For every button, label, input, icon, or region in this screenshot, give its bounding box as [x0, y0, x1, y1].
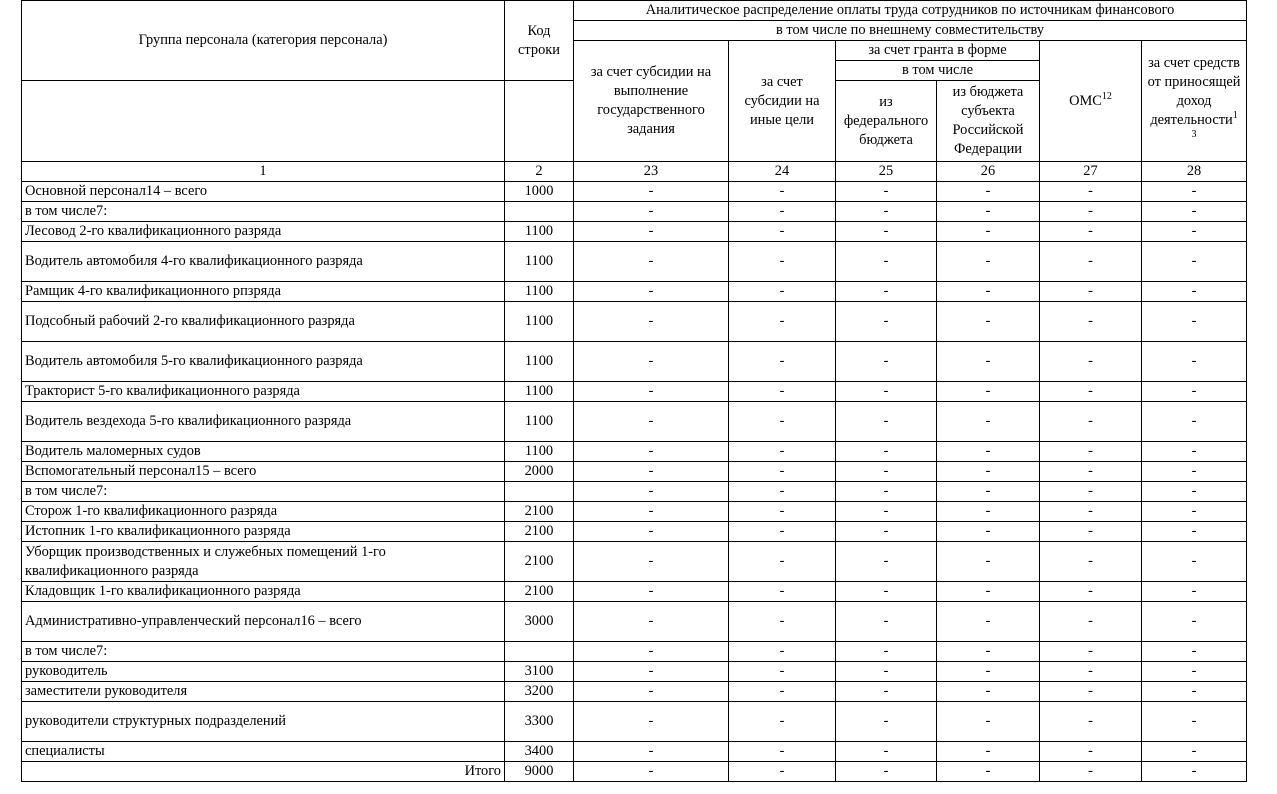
row-code: 1000: [505, 182, 574, 202]
row-value: -: [1142, 682, 1247, 702]
table-row: [22, 442, 1247, 462]
row-value: -: [729, 702, 836, 742]
row-value: -: [937, 462, 1040, 482]
row-name: Тракторист 5-го квалификационного разряда: [22, 382, 505, 402]
row-value: -: [729, 462, 836, 482]
row-code: 2100: [505, 582, 574, 602]
row-name: Вспомогательный персонал15 – всего: [22, 462, 505, 482]
row-value: -: [574, 542, 729, 582]
header-col26: из бюджета субъекта Российской Федерации: [937, 81, 1040, 162]
table-row: [22, 462, 1247, 482]
row-value: -: [836, 742, 937, 762]
row-name: руководитель: [22, 662, 505, 682]
table-row: [22, 182, 1247, 202]
table-row: [22, 222, 1247, 242]
table-row: [22, 602, 1247, 642]
row-value: -: [836, 462, 937, 482]
table-row: [22, 682, 1247, 702]
row-value: -: [729, 682, 836, 702]
header-analytic-title: Аналитическое распределение оплаты труда сотрудников по источникам финансового: [574, 1, 1247, 21]
row-value: -: [937, 402, 1040, 442]
row-value: -: [729, 602, 836, 642]
row-value: -: [836, 342, 937, 382]
row-value: -: [1142, 302, 1247, 342]
table-row: [22, 502, 1247, 522]
row-value: -: [1142, 442, 1247, 462]
row-code: 3300: [505, 702, 574, 742]
row-code: 1100: [505, 402, 574, 442]
row-value: -: [937, 582, 1040, 602]
row-value: -: [1142, 542, 1247, 582]
row-value: -: [729, 402, 836, 442]
row-value: -: [574, 222, 729, 242]
row-value: -: [1040, 482, 1142, 502]
table-row: [22, 302, 1247, 342]
row-value: -: [1040, 462, 1142, 482]
row-value: -: [1040, 342, 1142, 382]
row-value: -: [1040, 302, 1142, 342]
row-value: -: [836, 762, 937, 782]
header-code: Код строки: [505, 1, 574, 81]
column-number: 24: [729, 162, 836, 182]
header-group: Группа персонала (категория персонала): [22, 1, 505, 81]
row-value: -: [1142, 462, 1247, 482]
header-col24: за счет субсидии на иные цели: [729, 41, 836, 162]
row-value: -: [1142, 662, 1247, 682]
row-name: Административно-управленческий персонал16 – всего: [22, 602, 505, 642]
table-row: [22, 662, 1247, 682]
table-row: [22, 382, 1247, 402]
row-value: -: [836, 602, 937, 642]
header-spacer-2: [505, 81, 574, 162]
header-col28: за счет средств от приносящей доход деятельности$^1$ $^3$: [1142, 41, 1247, 162]
row-value: -: [729, 762, 836, 782]
row-value: -: [836, 402, 937, 442]
row-value: -: [574, 442, 729, 462]
header-col23: за счет субсидии на выполнение государственного задания: [574, 41, 729, 162]
row-value: -: [1040, 762, 1142, 782]
row-code: [505, 482, 574, 502]
row-value: -: [1142, 642, 1247, 662]
row-code: 3000: [505, 602, 574, 642]
row-value: -: [574, 522, 729, 542]
header-col28-sup2: 3: [1191, 128, 1197, 140]
row-value: -: [937, 542, 1040, 582]
row-value: -: [729, 582, 836, 602]
row-value: -: [1040, 682, 1142, 702]
row-value: -: [836, 242, 937, 282]
row-value: -: [574, 282, 729, 302]
row-value: -: [574, 242, 729, 282]
row-value: -: [937, 302, 1040, 342]
row-name: Подсобный рабочий 2-го квалификационного разряда: [22, 302, 505, 342]
table-row: [22, 402, 1247, 442]
row-code: 1100: [505, 342, 574, 382]
row-value: -: [1142, 282, 1247, 302]
row-name: в том числе7:: [22, 202, 505, 222]
row-value: -: [1040, 402, 1142, 442]
row-value: -: [836, 442, 937, 462]
row-value: -: [574, 502, 729, 522]
row-value: -: [729, 522, 836, 542]
row-value: -: [1142, 522, 1247, 542]
row-value: -: [937, 282, 1040, 302]
row-value: -: [729, 742, 836, 762]
row-name: Водитель вездехода 5-го квалификационного разряда: [22, 402, 505, 442]
row-code: 1100: [505, 302, 574, 342]
row-code: 1100: [505, 382, 574, 402]
row-value: -: [574, 202, 729, 222]
row-value: -: [1040, 602, 1142, 642]
row-value: -: [1040, 502, 1142, 522]
row-value: -: [574, 402, 729, 442]
row-value: -: [836, 382, 937, 402]
row-value: -: [836, 542, 937, 582]
row-value: -: [937, 342, 1040, 382]
row-value: -: [1040, 242, 1142, 282]
column-number: 1: [22, 162, 505, 182]
row-value: -: [937, 182, 1040, 202]
row-name: Кладовщик 1-го квалификационного разряда: [22, 582, 505, 602]
row-value: -: [574, 642, 729, 662]
row-value: -: [937, 642, 1040, 662]
column-number: 28: [1142, 162, 1247, 182]
row-value: -: [574, 462, 729, 482]
row-value: -: [729, 502, 836, 522]
row-code: [505, 642, 574, 662]
row-value: -: [836, 662, 937, 682]
row-value: -: [836, 682, 937, 702]
row-name: Истопник 1-го квалификационного разряда: [22, 522, 505, 542]
row-value: -: [1040, 222, 1142, 242]
row-value: -: [1142, 342, 1247, 382]
table-row: [22, 342, 1247, 382]
row-value: -: [937, 682, 1040, 702]
row-name: в том числе7:: [22, 642, 505, 662]
row-value: -: [1040, 582, 1142, 602]
payroll-distribution-table: [21, 0, 1247, 782]
header-incl-external: в том числе по внешнему совместительству: [574, 21, 1247, 41]
table-row: [22, 282, 1247, 302]
row-value: -: [1142, 582, 1247, 602]
row-value: -: [836, 522, 937, 542]
row-value: -: [729, 302, 836, 342]
column-number: 26: [937, 162, 1040, 182]
column-number: 25: [836, 162, 937, 182]
row-value: -: [937, 602, 1040, 642]
row-value: -: [937, 242, 1040, 282]
row-name: Рамщик 4-го квалификационного рпзряда: [22, 282, 505, 302]
row-name: руководители структурных подразделений: [22, 702, 505, 742]
row-value: -: [937, 442, 1040, 462]
row-value: -: [937, 222, 1040, 242]
row-name: Основной персонал14 – всего: [22, 182, 505, 202]
row-value: -: [937, 742, 1040, 762]
row-value: -: [937, 662, 1040, 682]
row-code: 3400: [505, 742, 574, 762]
row-code: 2100: [505, 522, 574, 542]
row-code: 2100: [505, 502, 574, 522]
row-value: -: [574, 742, 729, 762]
row-name: Водитель автомобиля 5-го квалификационного разряда: [22, 342, 505, 382]
row-value: -: [729, 662, 836, 682]
header-grant: за счет гранта в форме: [836, 41, 1040, 61]
table-row: [22, 742, 1247, 762]
row-value: -: [1040, 202, 1142, 222]
table-row: [22, 702, 1247, 742]
row-value: -: [836, 302, 937, 342]
row-value: -: [1142, 762, 1247, 782]
row-value: -: [729, 282, 836, 302]
row-code: 1100: [505, 442, 574, 462]
row-value: -: [729, 242, 836, 282]
row-code: 2000: [505, 462, 574, 482]
row-value: -: [574, 302, 729, 342]
table-row: [22, 242, 1247, 282]
row-value: -: [729, 482, 836, 502]
column-number: 23: [574, 162, 729, 182]
row-value: -: [729, 442, 836, 462]
table-row: [22, 582, 1247, 602]
row-value: -: [1142, 502, 1247, 522]
row-value: -: [729, 642, 836, 662]
row-value: -: [937, 382, 1040, 402]
row-value: -: [937, 202, 1040, 222]
row-value: -: [836, 642, 937, 662]
row-name: Водитель автомобиля 4-го квалификационного разряда: [22, 242, 505, 282]
row-value: -: [1040, 182, 1142, 202]
row-value: -: [729, 202, 836, 222]
row-value: -: [729, 542, 836, 582]
row-value: -: [1142, 742, 1247, 762]
row-name: Водитель маломерных судов: [22, 442, 505, 462]
row-name: Сторож 1-го квалификационного разряда: [22, 502, 505, 522]
row-value: -: [729, 382, 836, 402]
row-value: -: [574, 762, 729, 782]
row-code: 2100: [505, 542, 574, 582]
row-value: -: [1040, 442, 1142, 462]
row-code: [505, 202, 574, 222]
row-value: -: [1040, 542, 1142, 582]
header-incl: в том числе: [836, 61, 1040, 81]
row-value: -: [836, 222, 937, 242]
row-value: -: [574, 662, 729, 682]
row-code: 1100: [505, 242, 574, 282]
row-value: -: [1040, 382, 1142, 402]
column-number: 27: [1040, 162, 1142, 182]
row-name: специалисты: [22, 742, 505, 762]
row-value: -: [1040, 522, 1142, 542]
table-row: [22, 642, 1247, 662]
row-value: -: [1142, 242, 1247, 282]
row-value: -: [729, 222, 836, 242]
header-col25: из федерального бюджета: [836, 81, 937, 162]
row-value: -: [1142, 702, 1247, 742]
row-value: -: [1142, 182, 1247, 202]
row-value: -: [574, 482, 729, 502]
row-value: -: [574, 382, 729, 402]
row-value: -: [937, 522, 1040, 542]
row-value: -: [1142, 602, 1247, 642]
row-code: 3200: [505, 682, 574, 702]
row-value: -: [836, 502, 937, 522]
column-number: 2: [505, 162, 574, 182]
row-value: -: [1142, 402, 1247, 442]
row-value: -: [937, 702, 1040, 742]
row-value: -: [1142, 482, 1247, 502]
row-value: -: [1142, 202, 1247, 222]
row-value: -: [1040, 282, 1142, 302]
row-value: -: [836, 282, 937, 302]
row-code: 1100: [505, 222, 574, 242]
row-name: Уборщик производственных и служебных помещений 1-го квалификационного разряда: [22, 542, 505, 582]
row-value: -: [1142, 382, 1247, 402]
row-value: -: [1040, 662, 1142, 682]
table-row: [22, 762, 1247, 782]
row-value: -: [574, 582, 729, 602]
row-value: -: [1040, 742, 1142, 762]
row-value: -: [574, 182, 729, 202]
table-row: [22, 482, 1247, 502]
row-code: 9000: [505, 762, 574, 782]
row-name: в том числе7:: [22, 482, 505, 502]
row-value: -: [1040, 642, 1142, 662]
row-name: заместители руководителя: [22, 682, 505, 702]
row-value: -: [574, 702, 729, 742]
row-name: Лесовод 2-го квалификационного разряда: [22, 222, 505, 242]
table-row: [22, 522, 1247, 542]
row-code: 1100: [505, 282, 574, 302]
row-value: -: [574, 602, 729, 642]
row-code: 3100: [505, 662, 574, 682]
row-value: -: [574, 682, 729, 702]
table-row: [22, 202, 1247, 222]
row-value: -: [1142, 222, 1247, 242]
column-numbers-row: [22, 162, 1247, 182]
row-value: -: [937, 482, 1040, 502]
row-value: -: [937, 502, 1040, 522]
header-col27-sup: 12: [1101, 90, 1112, 102]
row-value: -: [836, 482, 937, 502]
header-col28-sup1: 1: [1232, 109, 1238, 121]
row-value: -: [1040, 702, 1142, 742]
row-value: -: [574, 342, 729, 382]
row-value: -: [729, 182, 836, 202]
table-body: [22, 182, 1247, 782]
table-row: [22, 542, 1247, 582]
row-value: -: [836, 702, 937, 742]
row-value: -: [836, 182, 937, 202]
header-spacer-1: [22, 81, 505, 162]
row-value: -: [937, 762, 1040, 782]
row-value: -: [729, 342, 836, 382]
row-name: Итого: [22, 762, 505, 782]
header-col27: ОМС$^{12}$: [1040, 41, 1142, 162]
row-value: -: [836, 582, 937, 602]
row-value: -: [836, 202, 937, 222]
